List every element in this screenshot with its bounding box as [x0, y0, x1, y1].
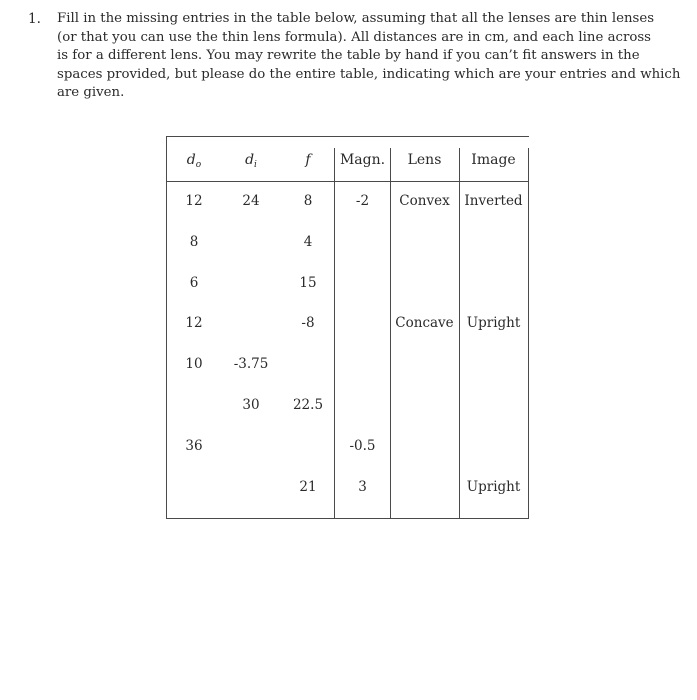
lens-table: [166, 136, 529, 519]
problem-line: spaces provided, but please do the entire table, indicating which are your entries and which: [57, 66, 681, 82]
cell-f: 22.5: [292, 397, 324, 413]
problem-number: 1.: [28, 11, 41, 27]
cell-f: 4: [303, 234, 313, 250]
cell-do: 12: [185, 315, 203, 331]
header-do: $d_o$: [186, 152, 202, 170]
cell-di: 30: [242, 397, 260, 413]
header-magn: Magn.: [339, 152, 386, 168]
cell-f: 8: [303, 193, 313, 209]
problem-line: Fill in the missing entries in the table below, assuming that all the lenses are thin lenses: [57, 11, 655, 26]
cell-image: Upright: [466, 315, 521, 331]
header-di: $d_i$: [245, 152, 257, 170]
cell-f: -8: [301, 315, 315, 331]
header-rule: [166, 181, 529, 182]
header-lens: Lens: [407, 152, 442, 168]
cell-do: 6: [189, 275, 199, 291]
table-left-border: [166, 136, 167, 519]
problem-line: (or that you can use the thin lens formula). All distances are in cm, and each line across: [57, 29, 651, 45]
problem-line: is for a different lens. You may rewrite the table by hand if you can’t fit answers in the: [57, 48, 640, 63]
cell-image: Upright: [466, 479, 521, 495]
cell-magn: 3: [358, 479, 367, 495]
table-bottom-rule: [166, 518, 529, 519]
cell-lens: Concave: [395, 315, 454, 331]
problem-line: are given.: [57, 85, 125, 100]
cell-f: 15: [299, 275, 317, 291]
cell-do: 8: [189, 234, 199, 250]
cell-do: 36: [185, 438, 203, 454]
header-image: Image: [471, 152, 516, 168]
cell-di: -3.75: [233, 356, 269, 372]
cell-f: 21: [299, 479, 317, 495]
cell-magn: -2: [355, 193, 370, 209]
cell-di: 24: [242, 193, 260, 209]
cell-image: Inverted: [464, 193, 523, 209]
cell-do: 10: [185, 356, 203, 372]
table-top-rule: [166, 136, 529, 137]
header-f: f: [305, 152, 311, 168]
cell-lens: Convex: [399, 193, 450, 209]
cell-magn: -0.5: [349, 438, 376, 454]
table-right-border: [528, 148, 529, 519]
problem-statement: [57, 10, 681, 103]
cell-do: 12: [185, 193, 203, 209]
